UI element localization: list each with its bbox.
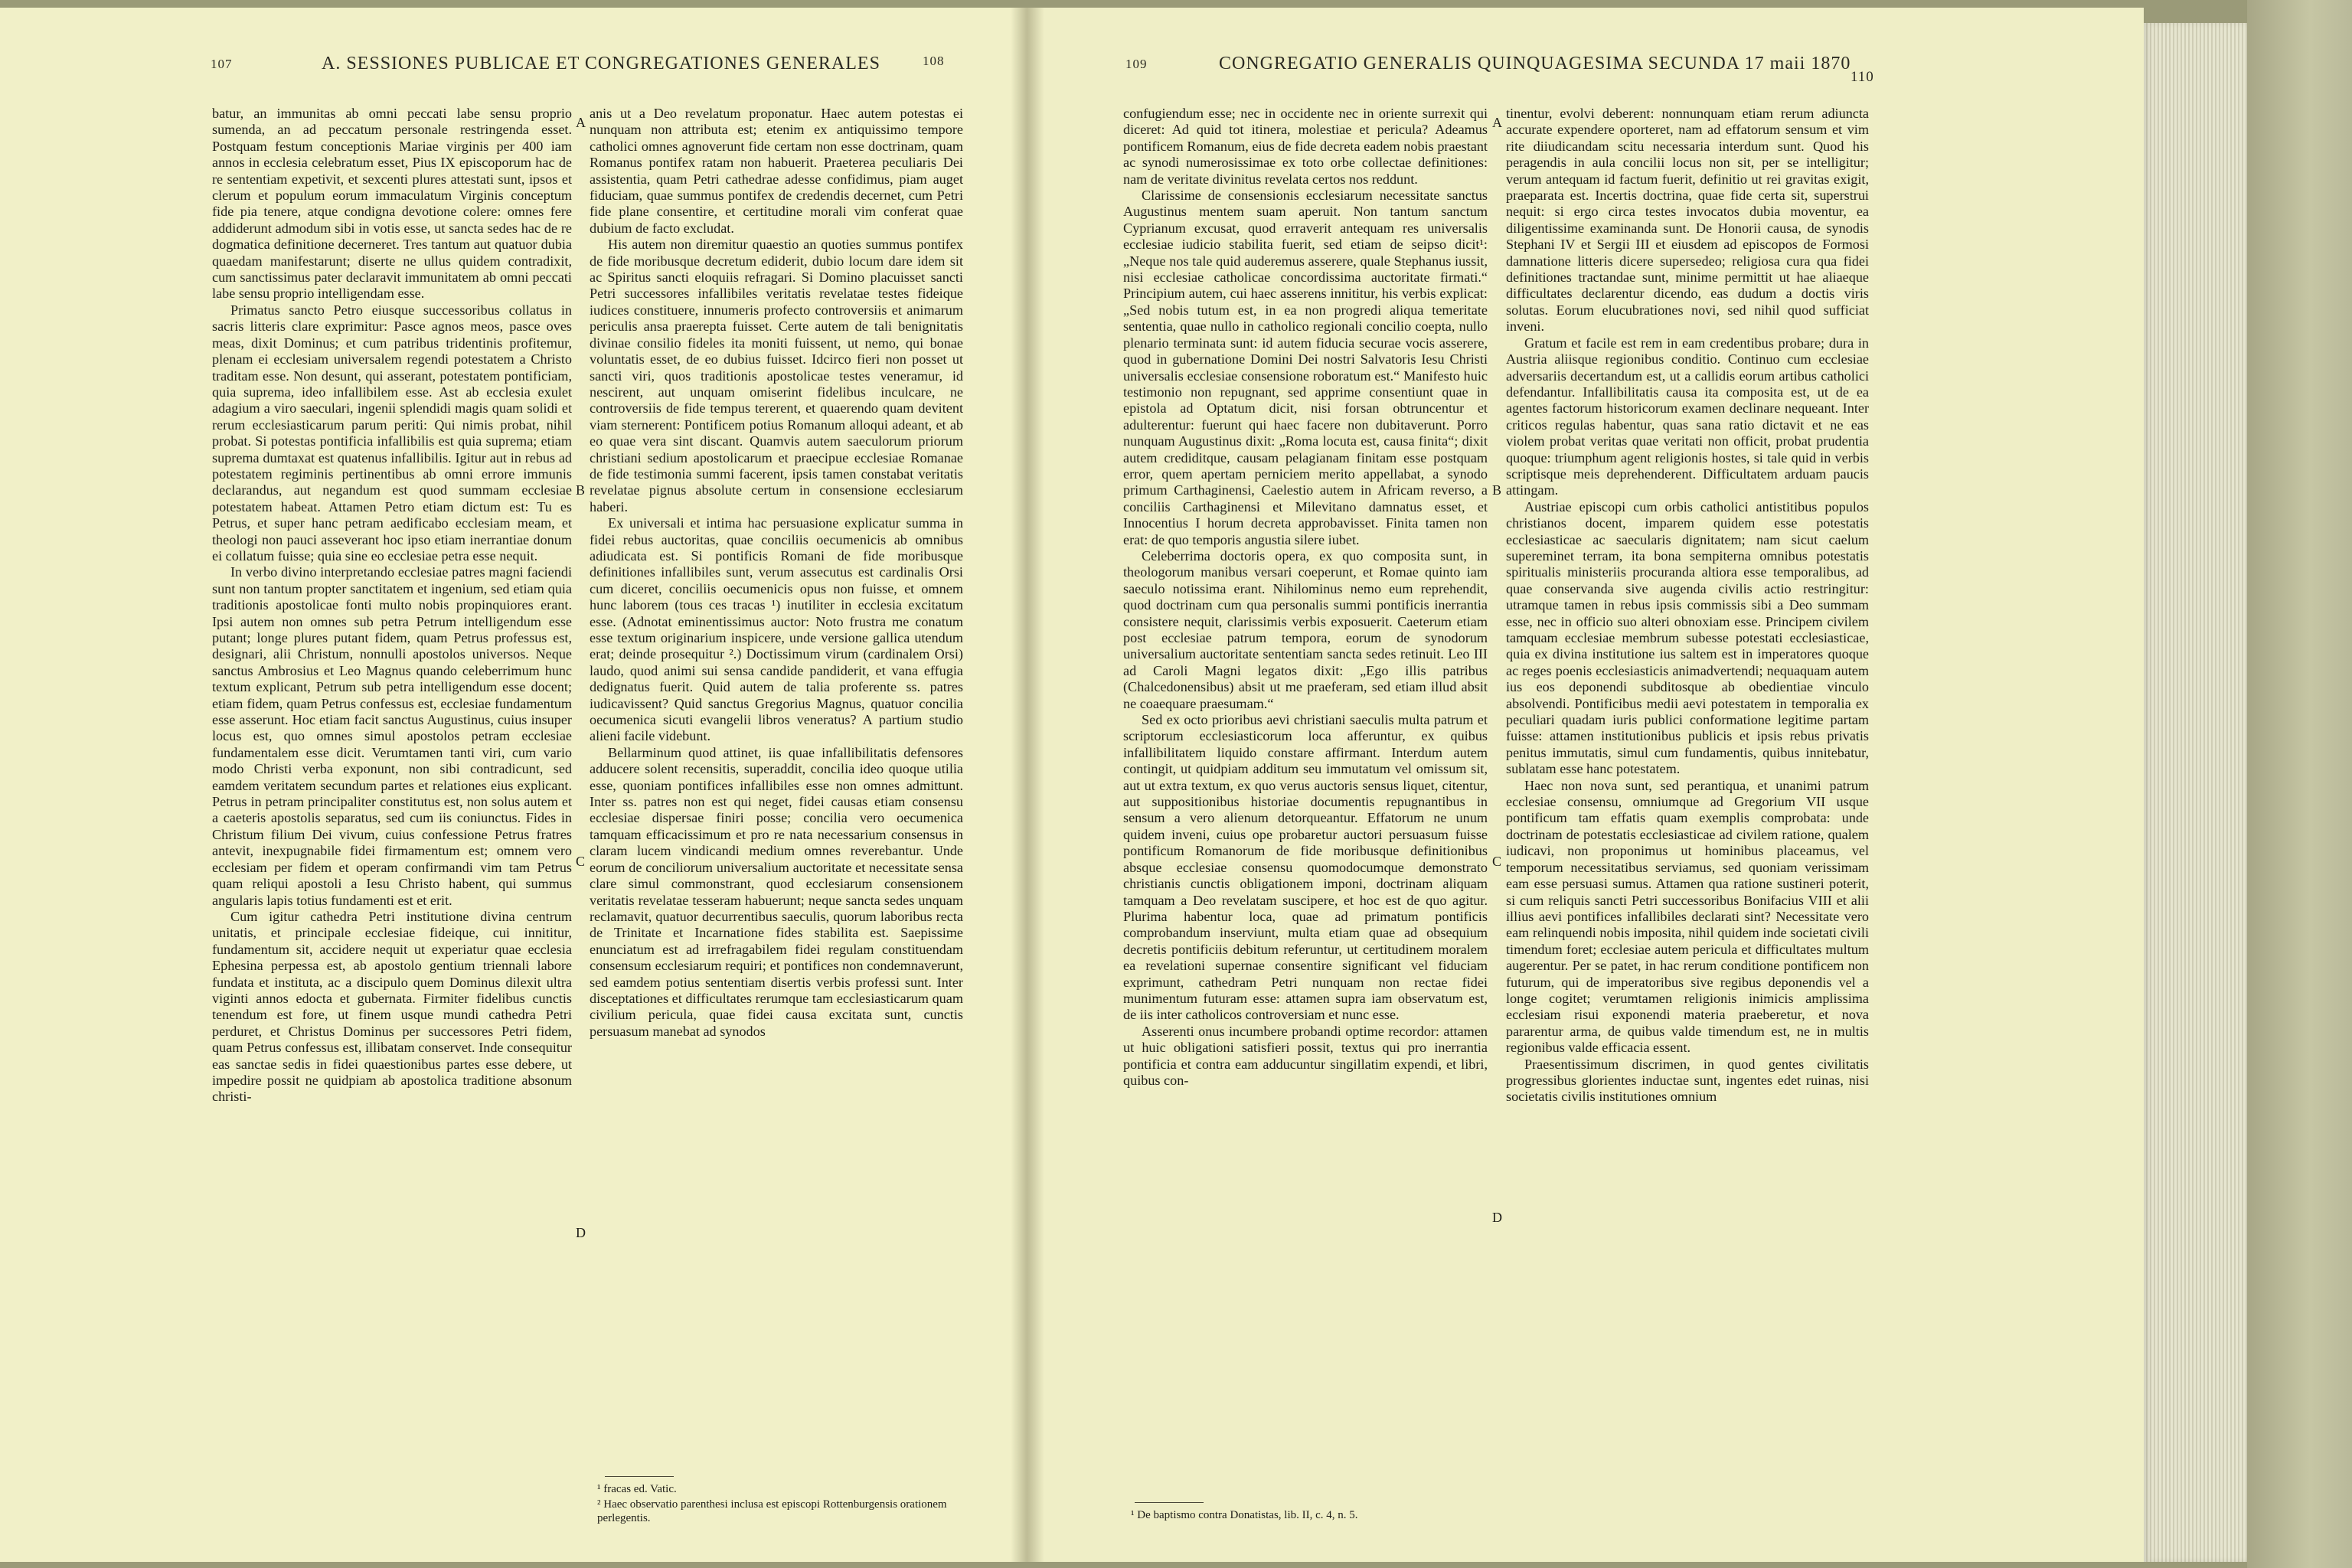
page-number-107: 107 [211, 57, 233, 71]
paragraph: His autem non diremitur quaestio an quoties summus pontifex de fide moribusque decretum ediderit, dubio locum dare idem sit ac Spiritus sancti eloquiis refragari. Si Domino placuisset sancti Petri successores infallibiles veritatis revelatae testes fideique iudices constituere, innumeris profecto controversiis et animarum periculis ansa praerepta fuisset. Certe autem de tali benignitatis divinae consilio fideles ita moniti fuissent, ut nemo, qui bonae voluntatis esset, de eo dubius fuisset. Idcirco fieri non posset ut sancti viri, quos traditionis apostolicae testes veneramur, id nescirent, aut unquam omiserint fidelibus inculcare, ne controversiis de fide tempus tererent, et quaerendo quam devitent viam sternerent: Pontificem potius Romanum alloqui adeant, et ab eo quae vera sint discant. Quamvis autem saeculorum priorum christiani sedium apostolicarum et praecipue ecclesiae Romanae de fide testimonia summi facerent, ipsis tamen constabat veritatis revelatae pignus absolute certum in consensione ecclesiarum haberi. [590, 237, 963, 514]
margin-marker-b: B [1492, 482, 1502, 498]
paragraph: Clarissime de consensionis ecclesiarum necessitate sanctus Augustinus mentem suam aperuit. Non tantum sanctum Cyprianum excusat, quod erraverit antequam res universalis ecclesiae iudicio stabilita fuerit, sed etiam de seipso dicit¹: „Neque nos tale quid auderemus asserere, quale Stephanus iussit, nisi ecclesiae catholicae concordissima auctoritate firmati.“ Principium autem, cui haec asserens innititur, his verbis explicat: „Sed nobis tutum est, in ea non progredi aliqua temeritate sententia, quae nullo in catholico regionali concilio coepta, nullo plenario terminata sunt: id autem fiducia securae vocis asserere, quod in gubernatione Domini Dei nostri Salvatoris Iesu Christi universalis ecclesiae consensione roboratum est.“ Manifesto huic testimonio non repugnant, sed apprime consentiunt quae in epistola ad Optatum dicit, nisi forsan obtruncentur et adulterentur: fuerunt qui haec facere non dubitaverunt. Porro nunquam Augustinus dixit: „Roma locuta est, causa finita“; dixit autem crediditque, causam pelagianam finitam esse postquam error, quem apertam perniciem merito appellabat, a synodo primum Carthaginensi, Caelestio autem in Africam reverso, a conciliis Carthaginensi et Milevitano damnatus esset, et Innocentius I horum decreta approbavisset. Finita tamen non erat: de quo temporis angustia silere iubet. [1123, 188, 1488, 547]
desk-background [2247, 0, 2352, 1568]
footnote-2: ² Haec observatio parenthesi inclusa est episcopi Rottenburgensis orationem perlegentis. [597, 1498, 947, 1524]
right-page [1027, 8, 2144, 1562]
paragraph: Haec non nova sunt, sed perantiqua, et unanimi patrum ecclesiae consensu, omniumque ad Gregorium VII usque pontificum tam effatis quam exemplis comprobata: unde doctrinam de potestatis ecclesiasticae ad civilem ratione, qualem iudicavi, non proponimus ut hominibus placeamus, vel temporum necessitatibus serviamus, sed quoniam verissimam eam esse persuasi sumus. Attamen qua ratione sustineri poterit, si cum reliquis sancti Petri successoribus Bonifacius VIII et alii illius aevi pontifices infallibiles declarati sint? Necessitate vero eam relinquendi nobis imposita, nihil quidem inde societati civili timendum foret; ecclesiae autem pericula et difficultates multum augerentur. Per se patet, in hac rerum conditione pontificem non futurum, qui de imperatoribus sive regibus deponendis vel a longe cogitet; verumtamen religionis inimicis amplissima ecclesiam risui exponendi materia praeberetur, et nova pararentur arma, de quibus valde timendum est, ne in multis regionibus valde efficacia essent. [1506, 777, 1869, 1056]
margin-marker-d: D [1492, 1210, 1502, 1225]
paragraph: Gratum et facile est rem in eam credentibus probare; dura in Austria aliisque regionibus conditio. Continuo cum ecclesiae adversariis decertandum est, ut a callidis eorum artibus catholici defendantur. Infallibilitatis causa ita composita est, ut de ea agentes factorum historicorum examen declinare nequeant. Inter criticos regulas habentur, quas sana ratio dictavit et ne eas violem probat veritas quae veritati non officit, probat prudentia quoque: triumphum agent religionis hostes, si tale quid in verbis scriptisque meis deprehenderent. Difficultatem arduam paucis attingam. [1506, 335, 1869, 498]
margin-marker-c: C [1492, 854, 1502, 869]
page-number-110: 110 [1851, 69, 1874, 85]
paragraph: Ex universali et intima hac persuasione explicatur summa in fidei rebus auctoritas, quae conciliis oecumenicis ab omnibus adiudicata est. Si pontificis Romani de fide moribusque definitiones infallibiles sunt, verum assecutus est cardinalis Orsi cum diceret, conciliis oecumenicis opus non fuisse, et omnem hunc laborem (tous ces tracas ¹) inutiliter in ecclesia excitatum esse. (Adnotat eminentissimus auctor: Noto frustra me conatum esse textum originarium inspicere, unde versione gallica utendum erat; deinde prosequitur ².) Doctissimum virum (cardinalem Orsi) laudo, quod animi sui sensa candide pandiderit, et vana effugia dedignatus fuerit. Quid autem de talia proferente ss. patres iudicavissent? Quid sanctus Gregorius Magnus, quatuor concilia oecumenica sicuti evangelii libros veneratus? A partium studio alieni facile videbunt. [590, 515, 963, 744]
footnote-rule [1135, 1502, 1204, 1503]
margin-marker-c: C [576, 854, 586, 869]
book-page-edges [2144, 23, 2247, 1562]
paragraph: Celeberrima doctoris opera, ex quo composita sunt, in theologorum manibus versari coeperunt, et Romae quinto iam saeculo notissima erant. Nihilominus nemo eum reprehendit, quod doctrinam cum qua personalis summi pontificis inerrantia consistere nequit, clarissimis verbis exposuerit. Caeterum etiam post ecclesiae patrum tempora, eorum de synodorum universalium auctoritate sententiam sancta sedes retinuit. Leo III ad Caroli Magni legatos dixit: „Ego illis patribus (Chalcedonensibus) absit ut me praeferam, sed etiam illud absit ne coaequare praesumam.“ [1123, 547, 1488, 711]
page-number-108: 108 [923, 54, 945, 68]
paragraph: Sed ex octo prioribus aevi christiani saeculis multa patrum et scriptorum ecclesiasticorum loca afferuntur, ex quibus infallibilitatem liquido constare affirmant. Interdum autem contingit, ut quidpiam additum seu immutatum vel omissum sit, aut ut extra textum, ex quo verus auctoris sensus liquet, citentur, aut suppositionibus historiae documentis repugnantibus in sensum a vero alienum detorqueantur. Effatorum ne unum quidem inveni, cuius ope probaretur auctori persuasum fuisse pontificum Romanorum de fide moribusque definitionibus absque ecclesiae consensu quomodocumque demonstrato christianis cunctis obligationem imponi, doctrinam aliquam tamquam a Deo revelatam suscipere, et hoc est de quo agitur. Plurima habentur loca, quae ad primatum pontificis comprobandum inserviunt, multa etiam quae ad obsequium decretis pontificiis debitum referuntur, ut certitudinem moralem ea revelationi supernae consentire significant vel fiduciam exprimunt, cathedram Petri nunquam non rectae fidei munimentum futuram esse: attamen supra iam observatum est, de iis inter catholicos controversiam et nunc esse. [1123, 712, 1488, 1023]
paragraph: batur, an immunitas ab omni peccati labe sensu proprio sumenda, an ad peccatum personale restringenda esset. Postquam festum conceptionis Mariae virginis per 400 iam annos in ecclesia celebratum esset, Pius IX episcoporum hac de re sententiam expetivit, et sexcenti plures attestati sunt, ipsos et clerum et populum eorum immaculatum Virginis conceptum fide pia tenere, atque condigna devotione colere: omnes fere addiderunt admodum sibi in votis esse, ut sancta sedes hac de re dogmatica definitione decerneret. Tres tantum aut quatuor dubia quaedam manifestarunt; diserte ne ullus quidem contradixit, cum sanctissimus pater declaravit immunitatem ab omni peccati labe sensu proprio intelligendam esse. [212, 106, 572, 302]
left-page-column-1 [212, 106, 572, 1106]
margin-marker-a: A [1492, 115, 1502, 130]
paragraph: Asserenti onus incumbere probandi optime recordor: attamen ut huic obligationi satisfieri possit, textus qui pro inerrantia pontificia et contra eam adducuntur singillatim expendi, et libri, quibus con- [1123, 1023, 1488, 1088]
paragraph: In verbo divino interpretando ecclesiae patres magni faciendi sunt non tantum propter sanctitatem et ingenium, sed etiam quia traditionis apostolicae fonti multo nobis propinquiores erant. Ipsi autem non omnes sub petra Petrum intelligendum esse putant; longe plures putant fidem, quam Petrus professus est, designari, alii Christum, nonnulli apostolos universos. Neque sanctus Ambrosius et Leo Magnus quando celeberrimum hunc textum explicant, Petrum sub petra intelligendum esse docent; etiam fidem, quam Petrus confessus est, ecclesiae fundamentum esse asserunt. Hoc etiam facit sanctus Augustinus, cuius insuper locus est, quo omnes simul apostolos petram ecclesiae fundamentalem esse dicit. Verumtamen tanti viri, cum vario modo Christi verba exponunt, non sibi contradicunt, sed eamdem veritatem secundum partes et relationes eius explicant. Petrus in petram principaliter constitutus est, non solus autem et a caeteris apostolis separatus, sed cum iis coniunctus. Fides in Christum filium Dei vivum, cuius confessione Petrus fratres antevit, inexpugnabile fidei firmamentum est; omnem vero ecclesiam per fidem et operam confirmandi vim tam Petrus quam reliqui apostoli a Iesu Christo habent, qui summus angularis lapis totius fundamenti est et erit. [212, 564, 572, 908]
margin-marker-b: B [576, 482, 586, 498]
paragraph: Praesentissimum discrimen, in quod gentes civilitatis progressibus glorientes inductae sunt, ingentes edet ruinas, nisi societatis civilis institutiones omnium [1506, 1056, 1869, 1105]
running-head-right: CONGREGATIO GENERALIS QUINQUAGESIMA SECUNDA 17 maii 1870 [1219, 54, 1851, 74]
footnote-1: ¹ De baptismo contra Donatistas, lib. II, c. 4, n. 5. [1131, 1509, 1358, 1521]
paragraph: Primatus sancto Petro eiusque successoribus collatus in sacris litteris clare exprimitur: Pasce agnos meos, pasce oves meas, dixit Dominus; et cum patribus tridentinis profitemur, plenam ei ecclesiam universalem regendi potestatem a Christo traditam esse. Non desunt, qui asserant, potestatem pontificiam, quia suprema, ideo infallibilem esse. Ast ab ecclesia exulet adagium a viro saeculari, ingenii splendidi magis quam solidi et rerum ecclesiasticarum parum periti: Qui nimis probat, nihil probat. Si potestas pontificia infallibilis est quia suprema; etiam suprema dumtaxat est quatenus infallibilis. Igitur aut in rebus ad potestatem regiminis pertinentibus ab omni errore immunis declarandus, aut negandum est quod summam ecclesiae potestatem habeat. Attamen Petro etiam dictum est: Tu es Petrus, et super hanc petram aedificabo ecclesiam meam, et theologi non pauci asseverant hoc ipso etiam inerrantiae donum ei collatum fuisse; quia sine eo ecclesiae petra esse nequit. [212, 302, 572, 564]
margin-marker-a: A [576, 115, 586, 130]
footnote-rule [605, 1476, 674, 1477]
paragraph: Cum igitur cathedra Petri institutione divina centrum unitatis, et principale ecclesiae fideique, cui innititur, fundamentum sit, accidere nequit ut experiatur quae ecclesia Ephesina perpessa est, ab apostolo gentium triennali labore fundata et instituta, ac a discipulo quem Dominus dilexit ultra viginti annos edocta et gubernata. Firmiter fidelibus cunctis tenendum est fore, ut finem usque mundi cathedra Petri perduret, et Christus Dominus per successores Petri fidem, quam Petrus confessus est, illibatam conservet. Inde consequitur eas sanctae sedis in fidei quaestionibus partes esse debere, ut impedire possit ne quidpiam ab apostolica traditione absonum christi- [212, 908, 572, 1105]
paragraph: tinentur, evolvi deberent: nonnunquam etiam rerum adiuncta accurate expendere oporteret, nam ad effatorum sensum et vim rite diiudicandam scitu necessaria interdum sunt. Quod his peragendis in aula concilii locus non sit, per se intelligitur; verum antequam id factum fuerit, definitio ut rei gravitas exigit, praeparata est. Incertis doctrina, quae fide certa sit, superstrui nequit: si ergo circa testes invocatos dubia moventur, ea diligentissime examinanda sunt. De Honorii causa, de synodis Stephani IV et Sergii III et eiusdem ad episcopos de Formosi damnatione litteris dicere supersedeo; religiosa cura qua fidei definitiones tractandae sunt, minime permittit ut hae aliaeque difficultates declarentur dicendo, eas dudum a doctis viris solutas. Eorum elucubrationes novi, sed nihil quod sufficiat inveni. [1506, 106, 1869, 335]
margin-marker-d: D [576, 1225, 586, 1240]
page-number-109: 109 [1125, 57, 1148, 71]
right-page-column-1 [1123, 106, 1488, 1089]
footnote-1: ¹ fracas ed. Vatic. [597, 1483, 677, 1495]
paragraph: confugiendum esse; nec in occidente nec in oriente surrexit qui diceret: Ad quid tot itinera, molestiae et pericula? Adeamus pontificem Romanum, eius de fide decreta eadem nobis praestant ac synodi numerosissimae ex toto orbe collectae definitiones: nam de veritate divinitus revelata certos nos reddunt. [1123, 106, 1488, 187]
left-page [0, 8, 1027, 1562]
paragraph: Bellarminum quod attinet, iis quae infallibilitatis defensores adducere solent recensitis, superaddit, concilia ideo quoque utilia esse, quoniam pontifices infallibiles esse non omnes admittunt. Inter ss. patres non est qui neget, fidei causas etiam consensu ecclesiae dispersae finiri posse; concilia vero oecumenica tamquam efficacissimum et pro re nata necessarium consensus in claram lucem vindicandi medium omnes reverebantur. Unde eorum de conciliorum universalium auctoritate et necessitate sensa clare simul commonstrant, quod ecclesiarum consensionem veritatis revelatae tesseram habuerunt; neque sancta sedes unquam reclamavit, quatuor decurrentibus saeculis, quorum laboribus recta de Trinitate et Incarnatione fides stabilita est. Saepissime enunciatum est ad irrefragabilem fidei regulam constituendam consensum ecclesiarum requiri; et pontifices non condemnaverunt, sed eamdem potius sententiam disertis verbis professi sunt. Inter disceptationes et difficultates rerumque tam ecclesiasticarum quam civilium pericula, quae fidei causa excitata sunt, cunctis persuasum manebat ad synodos [590, 744, 963, 1039]
paragraph: anis ut a Deo revelatum proponatur. Haec autem potestas ei nunquam non attributa est; etenim ex antiquissimo tempore catholici omnes agnoverunt fide certam non esse doctrinam, quam Romanus pontifex ratam non habuerit. Praeterea peculiaris Dei assistentia, quam Petri cathedrae adesse confidimus, piam auget fiduciam, quae summus pontifex de credendis decernet, cum Petri fide plane consentire, et certitudine morali vim conferat quae dubium de facto excludat. [590, 106, 963, 236]
running-head-left: A. SESSIONES PUBLICAE ET CONGREGATIONES GENERALES [322, 54, 880, 74]
right-page-column-2 [1506, 106, 1869, 1106]
book-gutter-shadow [1011, 8, 1044, 1562]
paragraph: Austriae episcopi cum orbis catholici antistitibus populos christianos docent, imparem quidem esse potestatis ecclesiasticae ac saecularis dignitatem; nam sicut caelum supereminet terram, ita bona sempiterna omnibus potestatis spiritualis ministeriis procuranda altiora esse temporalibus, ad quae conservanda sive augenda civilis actio restringitur: utramque tamen in rebus ipsis commissis sibi a Deo summam esse, nec in officio suo alteri obnoxiam esse. Principem civilem tamquam ecclesiae membrum subesse potestati ecclesiasticae, quia ex divina institutione ius saltem est in imperatores quoque ac reges poenis ecclesiasticis animadvertendi; nequaquam autem ius eos deponendi subditosque ab obedientiae vinculo absolvendi. Pontificibus medii aevi potestatem in temporalia ex peculiari quadam iuris publici conformatione legitime partam fuisse: attamen institutionibus publicis et ipsis rebus privatis penitus immutatis, simul cum fundamentis, quibus innitebatur, sublatam esse hanc potestatem. [1506, 498, 1869, 777]
left-page-column-2 [590, 106, 963, 1040]
